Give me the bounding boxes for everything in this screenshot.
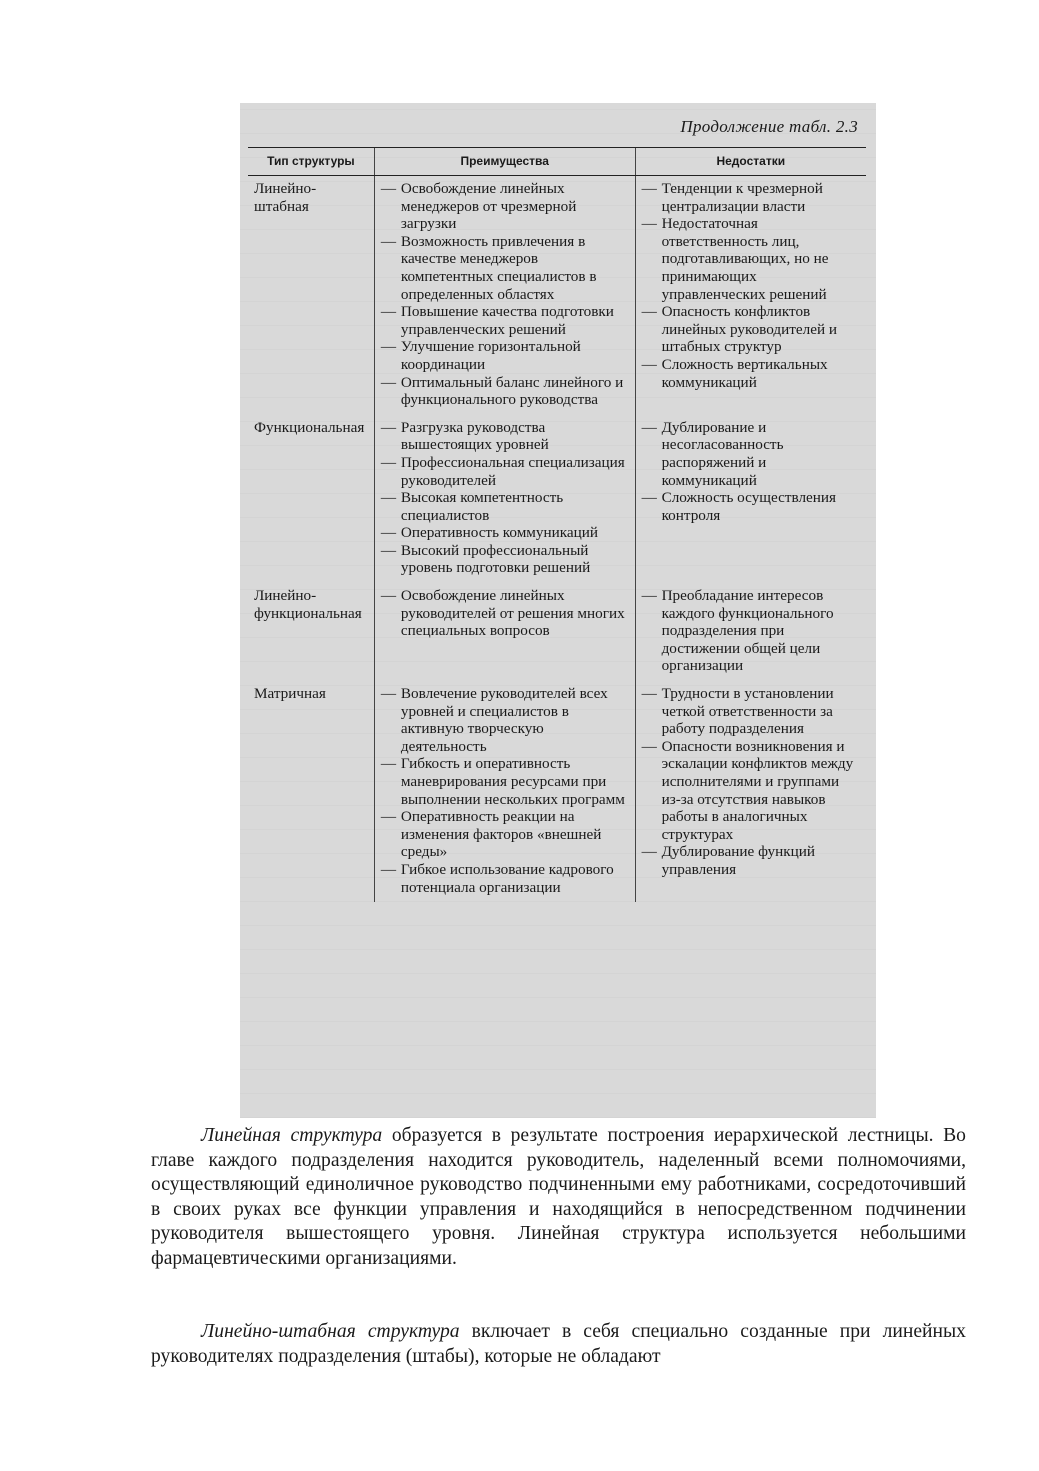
disadvantages-cell — [635, 583, 866, 681]
disadvantage-item-text: Сложность осуществления контроля — [661, 489, 837, 524]
advantages-cell — [374, 583, 635, 681]
disadvantages-cell — [635, 176, 866, 415]
dash-bullet: — — [380, 453, 397, 471]
disadvantage-item-text: Преобладание интересов каждого функционального подразделения при достижении общей цели организации — [661, 587, 834, 675]
disadvantage-item — [642, 738, 862, 844]
table-row — [248, 415, 866, 583]
disadvantage-item — [642, 356, 862, 391]
paragraph-linear — [151, 1124, 966, 1272]
disadvantage-item — [642, 685, 862, 738]
advantage-item — [381, 524, 631, 542]
dash-bullet: — — [380, 180, 397, 197]
advantage-item — [381, 542, 631, 577]
advantage-item — [381, 454, 631, 489]
table-body — [248, 176, 866, 903]
table-row — [248, 583, 866, 681]
dash-bullet: — — [380, 303, 397, 321]
advantage-item-text: Оперативность реакции на изменения факторов «внешней среды» — [400, 808, 602, 861]
dash-bullet: — — [380, 685, 397, 703]
advantage-item — [381, 180, 631, 233]
advantage-item-text: Высокий профессиональный уровень подготовки решений — [400, 541, 591, 577]
dash-bullet: — — [641, 685, 657, 703]
advantage-item-text: Вовлечение руководителей всех уровней и специалистов в активную творческую деятельность — [400, 685, 608, 755]
term-line-staff: Линейно-штабная структура — [201, 1321, 460, 1342]
dash-bullet: — — [380, 373, 397, 391]
advantage-item-text: Оперативность коммуникаций — [400, 524, 599, 542]
structure-type-cell: Функциональная — [254, 418, 365, 436]
dash-bullet: — — [380, 755, 397, 773]
advantage-item-text: Освобождение линейных руководителей от решения многих специальных вопросов — [400, 587, 625, 640]
disadvantage-item — [642, 587, 862, 675]
disadvantage-item-text: Опасности возникновения и эскалации конфликтов между исполнителями и группами из-за отсутствия навыков работы в аналогичных структурах — [661, 737, 854, 843]
advantage-item — [381, 233, 631, 303]
structure-type-cell: Матричная — [254, 685, 326, 703]
dash-bullet: — — [380, 860, 397, 878]
disadvantage-item — [642, 843, 862, 878]
advantage-item-text: Профессиональная специализация руководителей — [400, 453, 625, 489]
advantages-cell — [374, 681, 635, 902]
table-header-row — [248, 148, 866, 176]
structure-type-cell: Линейно-штабная — [254, 180, 317, 215]
advantages-cell — [374, 176, 635, 415]
disadvantage-item-text: Трудности в установлении четкой ответственности за работу подразделения — [661, 685, 834, 738]
dash-bullet: — — [641, 215, 657, 233]
dash-bullet: — — [641, 180, 657, 197]
header-advantages: Преимущества — [374, 148, 635, 176]
advantage-item — [381, 419, 631, 454]
dash-bullet: — — [380, 232, 397, 250]
table-row — [248, 176, 866, 415]
dash-bullet: — — [641, 303, 657, 321]
dash-bullet: — — [380, 338, 397, 356]
disadvantage-item — [642, 489, 862, 524]
header-type: Тип структуры — [248, 148, 374, 176]
advantage-item-text: Повышение качества подготовки управленческих решений — [400, 303, 614, 338]
dash-bullet: — — [641, 843, 657, 861]
disadvantage-item-text: Тенденции к чрезмерной централизации власти — [661, 180, 823, 215]
advantages-cell — [374, 415, 635, 583]
advantage-item — [381, 685, 631, 755]
dash-bullet: — — [380, 587, 397, 605]
disadvantage-item-text: Недостаточная ответственность лиц, подготавливающих, но не принимающих управленческих решений — [661, 215, 829, 303]
disadvantage-item — [642, 303, 862, 356]
advantage-item — [381, 489, 631, 524]
disadvantage-item-text: Дублирование и несогласованность распоряжений и коммуникаций — [661, 418, 784, 489]
advantage-item-text: Оптимальный баланс линейного и функционального руководства — [400, 373, 624, 409]
advantage-item-text: Возможность привлечения в качестве менеджеров компетентных специалистов в определенных областях — [400, 232, 597, 303]
dash-bullet: — — [380, 418, 397, 436]
dash-bullet: — — [641, 355, 657, 373]
dash-bullet: — — [380, 808, 397, 826]
header-disadvantages: Недостатки — [635, 148, 866, 176]
continuation-label: Продолжение табл. 2.3 — [680, 117, 858, 136]
advantage-item-text: Освобождение линейных менеджеров от чрезмерной загрузки — [400, 180, 577, 233]
term-linear: Линейная структура — [201, 1125, 383, 1146]
disadvantage-item-text: Сложность вертикальных коммуникаций — [661, 355, 828, 391]
advantage-item — [381, 338, 631, 373]
dash-bullet: — — [380, 541, 397, 559]
disadvantage-item — [642, 215, 862, 303]
disadvantage-item-text: Дублирование функций управления — [661, 843, 816, 878]
paragraph-line-staff-text: включает в себя специально созданные при линейных руководителях подразделения (штабы), которые не обладают — [151, 1321, 966, 1367]
paragraph-line-staff — [151, 1320, 966, 1369]
disadvantages-cell — [635, 681, 866, 902]
scanned-table-image — [240, 103, 876, 1118]
advantage-item-text: Высокая компетентность специалистов — [400, 489, 564, 524]
table-row — [248, 681, 866, 902]
structure-type-cell: Линейно-функциональная — [254, 587, 362, 622]
advantage-item — [381, 861, 631, 896]
advantage-item-text: Гибкость и оперативность маневрирования ресурсами при выполнении нескольких программ — [400, 755, 625, 808]
disadvantage-item — [642, 419, 862, 489]
advantage-item-text: Гибкое использование кадрового потенциала организации — [400, 860, 614, 896]
dash-bullet: — — [641, 737, 657, 755]
disadvantage-item — [642, 180, 862, 215]
advantage-item-text: Улучшение горизонтальной координации — [400, 338, 581, 373]
structures-table — [248, 147, 866, 902]
paragraph-linear-text: образуется в результате построения иерархической лестницы. Во главе каждого подразделения находится руководитель, наделенный всеми полномочиями, осуществляющий единоличное руководство подчиненными ему работниками, сосредоточивший в своих руках все функции управления и находящийся в непосредственном подчинении руководителя вышестоящего уровня. Линейная структура используется небольшими фармацевтическими организациями. — [151, 1125, 966, 1269]
advantage-item — [381, 808, 631, 861]
advantage-item-text: Разгрузка руководства вышестоящих уровней — [400, 418, 549, 454]
disadvantage-item-text: Опасность конфликтов линейных руководителей и штабных структур — [661, 303, 838, 356]
dash-bullet: — — [641, 418, 657, 436]
dash-bullet: — — [380, 489, 397, 507]
dash-bullet: — — [380, 524, 397, 542]
advantage-item — [381, 755, 631, 808]
advantage-item — [381, 303, 631, 338]
dash-bullet: — — [641, 489, 657, 507]
advantage-item — [381, 587, 631, 640]
disadvantages-cell — [635, 415, 866, 583]
advantage-item — [381, 374, 631, 409]
dash-bullet: — — [641, 587, 657, 605]
